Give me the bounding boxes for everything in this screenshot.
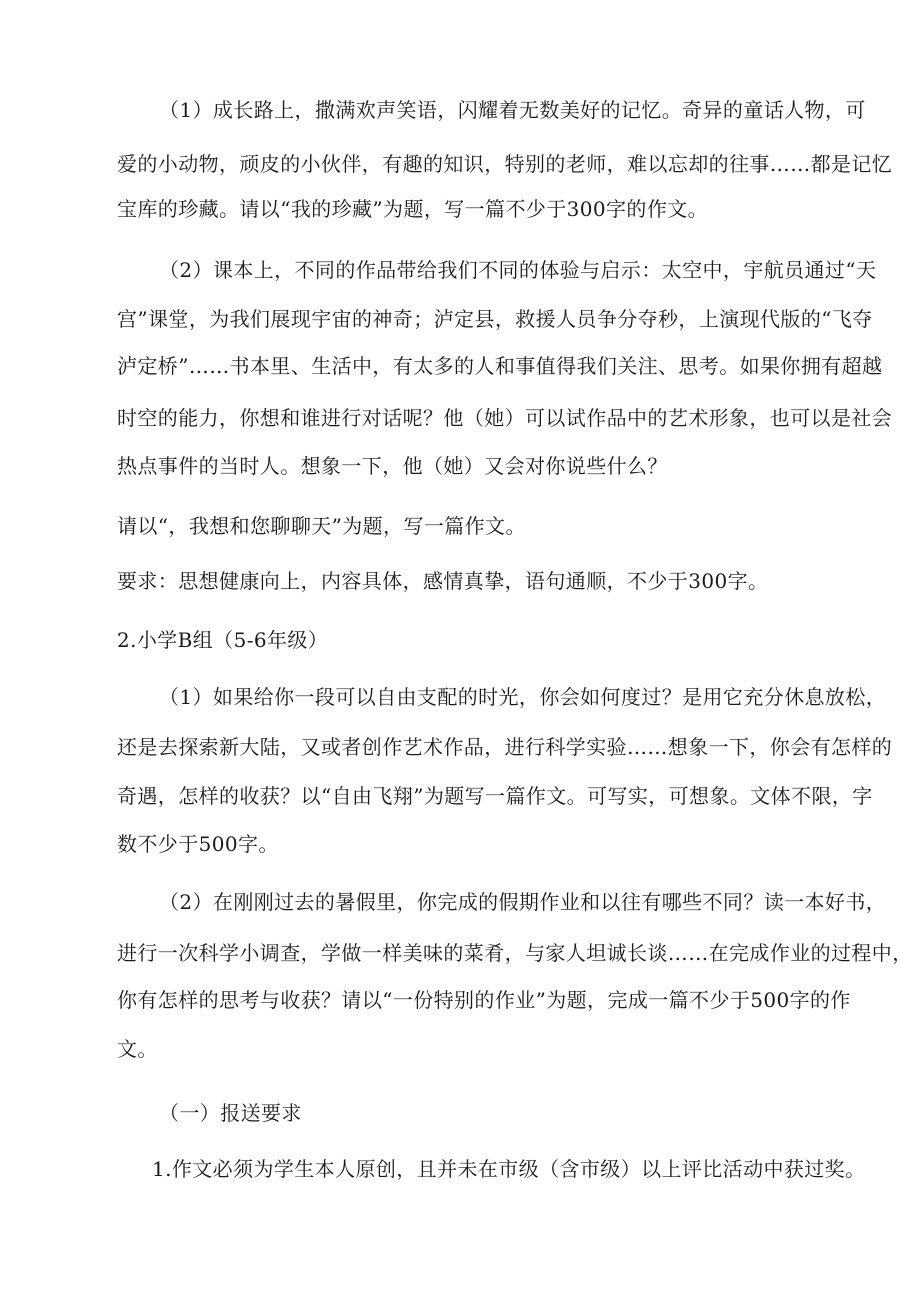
paragraph-line: 进行一次科学小调查，学做一样美味的菜肴，与家人坦诚长谈……在完成作业的过程中， <box>117 941 913 965</box>
paragraph-line: （1）成长路上，撒满欢声笑语，闪耀着无数美好的记忆。奇异的童话人物，可 <box>159 98 866 122</box>
paragraph-line: （1）如果给你一段可以自由支配的时光，你会如何度过？是用它充分休息放松， <box>159 685 887 709</box>
paragraph-line: 时空的能力，你想和谁进行对话呢？他（她）可以试作品中的艺术形象，也可以是社会 <box>117 406 893 430</box>
paragraph-line: 还是去探索新大陆，又或者创作艺术作品，进行科学实验……想象一下，你会有怎样的 <box>117 735 893 759</box>
paragraph-line: 爱的小动物，顽皮的小伙伴，有趣的知识，特别的老师，难以忘却的往事……都是记忆 <box>117 152 893 176</box>
paragraph-line: 数不少于500字。 <box>117 832 279 856</box>
requirement-line: 要求：思想健康向上，内容具体，感情真挚，语句通顺，不少于300字。 <box>117 569 769 593</box>
section-heading: （一）报送要求 <box>159 1101 302 1125</box>
paragraph-line: 宫”课堂，为我们展现宇宙的神奇；泸定县，救援人员争分夺秒，上演现代版的“飞夺 <box>117 307 873 331</box>
paragraph-line: 热点事件的当时人。想象一下，他（她）又会对你说些什么？ <box>117 454 668 478</box>
paragraph-line: （2）课本上，不同的作品带给我们不同的体验与启示：太空中，宇航员通过“天 <box>159 258 877 282</box>
section-heading: 2.小学B组（5-6年级） <box>117 628 329 652</box>
paragraph-line: 你有怎样的思考与收获？请以“一份特别的作业”为题，完成一篇不少于500字的作 <box>117 988 851 1012</box>
paragraph-line: （2）在刚刚过去的暑假里，你完成的假期作业和以往有哪些不同？读一本好书， <box>159 890 887 914</box>
paragraph-line: 奇遇，怎样的收获？以“自由飞翔”为题写一篇作文。可写实，可想象。文体不限，字 <box>117 784 873 808</box>
paragraph-line: 泸定桥”……书本里、生活中，有太多的人和事值得我们关注、思考。如果你拥有超越 <box>117 354 883 378</box>
paragraph-line: 宝库的珍藏。请以“我的珍藏”为题，写一篇不少于300字的作文。 <box>117 197 709 221</box>
paragraph-line: 1.作文必须为学生本人原创，且并未在市级（含市级）以上评比活动中获过奖。 <box>152 1157 866 1181</box>
prompt-line: 请以“，我想和您聊聊天”为题，写一篇作文。 <box>117 514 526 538</box>
paragraph-line: 文。 <box>117 1037 158 1061</box>
